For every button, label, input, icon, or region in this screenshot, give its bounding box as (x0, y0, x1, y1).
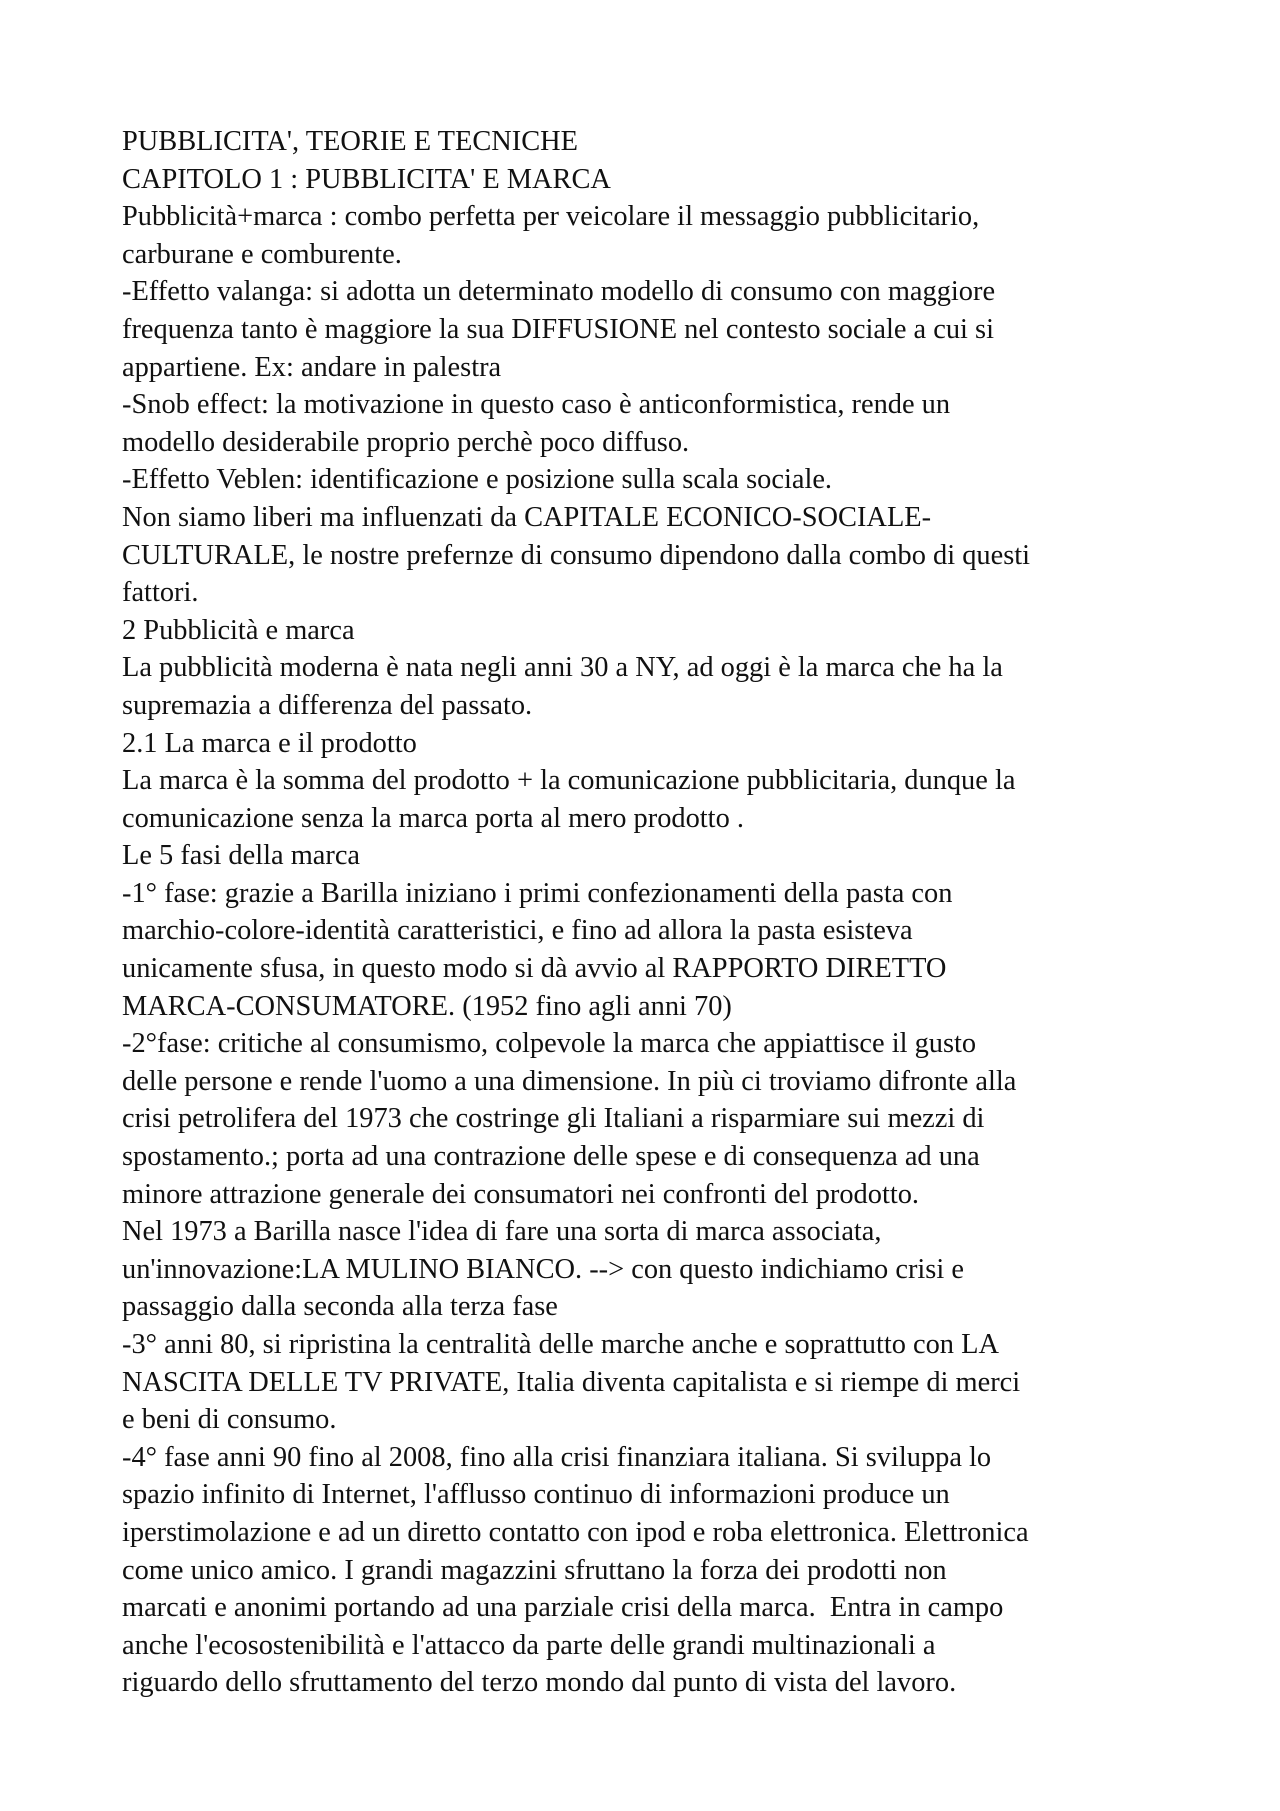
text-line: riguardo dello sfruttamento del terzo mondo dal punto di vista del lavoro. (122, 1667, 957, 1699)
text-line: crisi petrolifera del 1973 che costringe gli Italiani a risparmiare sui mezzi di (122, 1103, 985, 1135)
text-line: marchio-colore-identità caratteristici, e fino ad allora la pasta esisteva (122, 915, 913, 947)
text-line: frequenza tanto è maggiore la sua DIFFUSIONE nel contesto sociale a cui si (122, 313, 994, 345)
text-line: spostamento.; porta ad una contrazione delle spese e di consequenza ad una (122, 1141, 980, 1173)
chapter-heading: CAPITOLO 1 : PUBBLICITA' E MARCA (122, 163, 611, 195)
text-line: appartiene. Ex: andare in palestra (122, 351, 502, 383)
text-line: unicamente sfusa, in questo modo si dà avvio al RAPPORTO DIRETTO (122, 953, 947, 985)
text-line: -4° fase anni 90 fino al 2008, fino alla crisi finanziara italiana. Si sviluppa lo (122, 1441, 992, 1473)
text-line: carburane e comburente. (122, 238, 402, 270)
section-heading: 2 Pubblicità e marca (122, 614, 355, 646)
text-line: spazio infinito di Internet, l'afflusso continuo di informazioni produce un (122, 1479, 950, 1511)
text-line: un'innovazione:LA MULINO BIANCO. --> con questo indichiamo crisi e (122, 1253, 964, 1285)
text-line: e beni di consumo. (122, 1404, 337, 1436)
text-line: Nel 1973 a Barilla nasce l'idea di fare una sorta di marca associata, (122, 1216, 882, 1248)
text-line: NASCITA DELLE TV PRIVATE, Italia diventa capitalista e si riempe di merci (122, 1366, 1021, 1398)
text-line: marcati e anonimi portando ad una parziale crisi della marca. Entra in campo (122, 1592, 1004, 1624)
text-line: MARCA-CONSUMATORE. (1952 fino agli anni 70) (122, 990, 732, 1022)
text-line: La marca è la somma del prodotto + la comunicazione pubblicitaria, dunque la (122, 765, 1016, 797)
text-line: minore attrazione generale dei consumatori nei confronti del prodotto. (122, 1178, 920, 1210)
text-line: -3° anni 80, si ripristina la centralità delle marche anche e soprattutto con LA (122, 1329, 999, 1360)
text-line: -2°fase: critiche al consumismo, colpevole la marca che appiattisce il gusto (122, 1028, 977, 1060)
text-line: -Effetto Veblen: identificazione e posizione sulla scala sociale. (122, 464, 833, 496)
text-line: supremazia a differenza del passato. (122, 689, 533, 721)
text-line: Pubblicità+marca : combo perfetta per veicolare il messaggio pubblicitario, (122, 201, 980, 233)
text-line: fattori. (122, 577, 199, 609)
text-line: passaggio dalla seconda alla terza fase (122, 1291, 558, 1323)
text-line: La pubblicità moderna è nata negli anni 30 a NY, ad oggi è la marca che ha la (122, 652, 1003, 684)
document-title: PUBBLICITA', TEORIE E TECNICHE (122, 126, 579, 157)
text-line: CULTURALE, le nostre prefernze di consumo dipendono dalla combo di questi (122, 539, 1031, 571)
document-body (122, 123, 1172, 1702)
subsection-heading: 2.1 La marca e il prodotto (122, 727, 417, 759)
text-line: delle persone e rende l'uomo a una dimensione. In più ci troviamo difronte alla (122, 1065, 1017, 1097)
text-line: -Effetto valanga: si adotta un determinato modello di consumo con maggiore (122, 276, 996, 308)
text-line: modello desiderabile proprio perchè poco diffuso. (122, 426, 690, 458)
text-line: Non siamo liberi ma influenzati da CAPITALE ECONICO-SOCIALE- (122, 501, 932, 533)
text-line: anche l'ecosostenibilità e l'attacco da parte delle grandi multinazionali a (122, 1629, 936, 1661)
text-line: come unico amico. I grandi magazzini sfruttano la forza dei prodotti non (122, 1554, 947, 1586)
text-line: -Snob effect: la motivazione in questo caso è anticonformistica, rende un (122, 389, 951, 421)
text-line: iperstimolazione e ad un diretto contatto con ipod e roba elettronica. Elettronica (122, 1516, 1029, 1548)
subsection-heading: Le 5 fasi della marca (122, 840, 361, 872)
text-line: -1° fase: grazie a Barilla iniziano i primi confezionamenti della pasta con (122, 877, 953, 909)
text-line: comunicazione senza la marca porta al mero prodotto . (122, 802, 744, 834)
